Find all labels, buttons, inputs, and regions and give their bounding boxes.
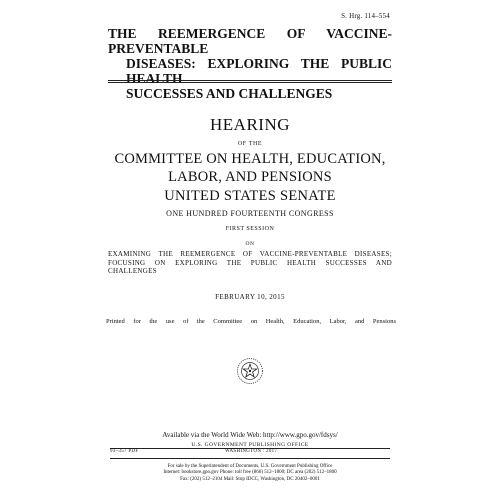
hearing-number: S. Hrg. 114–554	[341, 12, 390, 20]
on-text: ON	[245, 241, 255, 247]
committee-name	[100, 150, 400, 186]
job-number: 93–357 PDF	[110, 449, 139, 454]
publishing-office: U.S. GOVERNMENT PUBLISHING OFFICE	[191, 442, 309, 448]
gpo-star-seal-icon	[236, 357, 264, 385]
title-line-3: SUCCESSES AND CHALLENGES	[126, 86, 333, 101]
hearing-heading: HEARING	[210, 115, 290, 134]
hearing-date: FEBRUARY 10, 2015	[215, 293, 285, 301]
purpose-line-3: CHALLENGES	[108, 267, 157, 275]
sale-info	[110, 464, 390, 483]
sale-line-3: Fax: (202) 512–2104 Mail: Stop IDCC, Washington, DC 20402–0001	[180, 476, 320, 482]
title-line-1: THE REEMERGENCE OF VACCINE-PREVENTABLE	[108, 26, 392, 56]
of-the-text: OF THE	[237, 141, 263, 147]
title-line-2: DISEASES: EXPLORING THE PUBLIC HEALTH	[126, 56, 392, 86]
hearing-purpose	[108, 250, 392, 276]
sale-line-2: Internet: bookstore.gpo.gov Phone: toll free (866) 512–1800; DC area (202) 512–1800	[163, 470, 337, 476]
congress-name: ONE HUNDRED FOURTEENTH CONGRESS	[166, 209, 334, 218]
title-rule-bottom	[108, 82, 392, 83]
purpose-line-2: FOCUSING ON EXPLORING THE PUBLIC HEALTH SUCCESSES AND	[108, 258, 392, 267]
availability-line: Available via the World Wide Web: http://www.gpo.gov/fdsys/	[162, 431, 338, 439]
title-rule-top	[108, 80, 392, 81]
session-label: FIRST SESSION	[225, 226, 275, 232]
purpose-line-1: EXAMINING THE REEMERGENCE OF VACCINE-PREVENTABLE DISEASES;	[108, 250, 392, 258]
printed-for-line: Printed for the use of the Committee on Health, Education, Labor, and Pensions	[106, 318, 396, 325]
place-year: WASHINGTON : 2017	[225, 449, 278, 454]
footer-rule-2	[110, 458, 390, 459]
senate-name: UNITED STATES SENATE	[164, 188, 336, 204]
sale-line-1: For sale by the Superintendent of Documents, U.S. Government Publishing Office	[167, 464, 333, 469]
committee-line-1: COMMITTEE ON HEALTH, EDUCATION,	[114, 151, 386, 167]
committee-line-2: LABOR, AND PENSIONS	[168, 169, 332, 185]
hearing-title	[108, 26, 392, 101]
